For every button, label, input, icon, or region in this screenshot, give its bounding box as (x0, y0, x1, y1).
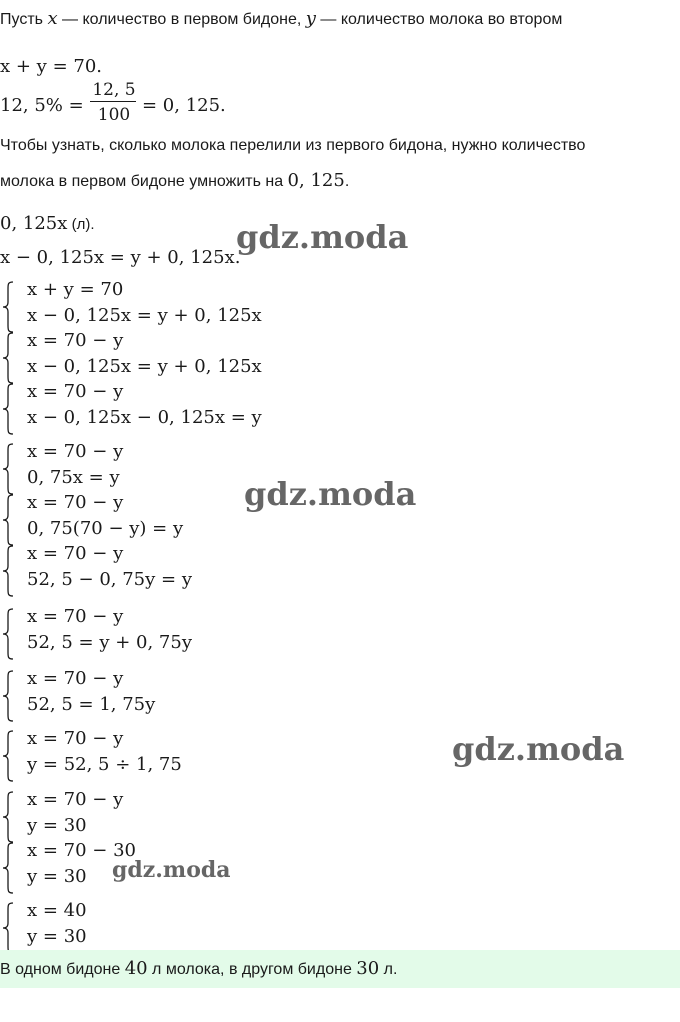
fraction-numerator: 12, 5 (92, 80, 136, 100)
poured-amount (0, 213, 94, 236)
system-equation: y = 30 (27, 926, 87, 947)
explain-value: 0, 125 (287, 170, 345, 191)
poured-unit: (л). (67, 216, 95, 233)
var-x: x (47, 8, 58, 29)
system-equation: x = 70 − y (27, 789, 124, 810)
answer-value-2: 30 (356, 958, 380, 979)
system-equation: y = 30 (27, 815, 87, 836)
var-y: y (305, 8, 316, 29)
system-brace (2, 791, 14, 843)
percent-right: = 0, 125. (142, 95, 226, 116)
poured-expr: 0, 125x (0, 213, 68, 234)
intro-part: — количество в первом бидоне, (57, 11, 306, 28)
system-equation: x = 70 − y (27, 543, 124, 564)
system-equation: x = 70 − y (27, 728, 124, 749)
system-equation: x − 0, 125x = y + 0, 125x (27, 305, 262, 326)
system-brace (2, 494, 14, 546)
system-brace (2, 545, 14, 597)
system-equation: x = 70 − y (27, 668, 124, 689)
watermark: gdz.moda (452, 730, 625, 768)
sum-equation: x + y = 70. (0, 56, 102, 77)
system-equation: y = 30 (27, 866, 87, 887)
watermark: gdz.moda (244, 475, 417, 513)
system-brace (2, 443, 14, 495)
system-equation: x = 70 − y (27, 606, 124, 627)
percent-left: 12, 5% = (0, 95, 84, 116)
fraction-denominator: 100 (97, 106, 131, 122)
system-equation: 52, 5 = 1, 75y (27, 694, 156, 715)
system-equation: x = 70 − y (27, 492, 124, 513)
system-equation: 52, 5 = y + 0, 75y (27, 632, 192, 653)
explain-part: . (344, 173, 350, 190)
system-equation: 52, 5 − 0, 75y = y (27, 569, 192, 590)
system-equation: 0, 75x = y (27, 467, 120, 488)
system-brace (2, 332, 14, 384)
answer-part: л молока, в другом бидоне (147, 961, 357, 978)
system-equation: 0, 75(70 − y) = y (27, 518, 184, 539)
answer-value-1: 40 (124, 958, 148, 979)
fraction-bar (90, 101, 136, 102)
system-equation: x + y = 70 (27, 279, 124, 300)
system-equation: x = 70 − y (27, 330, 124, 351)
explain-line-1: Чтобы узнать, сколько молока перелили из первого бидона, нужно количество (0, 137, 586, 154)
explain-part: молока в первом бидоне умножить на (0, 173, 288, 190)
system-brace (2, 281, 14, 333)
system-equation: y = 52, 5 ÷ 1, 75 (27, 754, 182, 775)
answer-box (0, 950, 680, 988)
system-brace (2, 842, 14, 894)
explain-line-2 (0, 171, 349, 192)
system-brace (2, 383, 14, 435)
system-equation: x = 70 − y (27, 441, 124, 462)
intro-text (0, 9, 562, 30)
answer-text (0, 959, 397, 980)
system-brace (2, 608, 14, 660)
watermark: gdz.moda (236, 218, 409, 256)
system-equation: x − 0, 125x = y + 0, 125x (27, 356, 262, 377)
intro-part: Пусть (0, 11, 48, 28)
intro-part: — количество молока во втором (315, 11, 563, 28)
system-equation: x = 40 (27, 900, 87, 921)
system-equation: x = 70 − 30 (27, 840, 137, 861)
system-equation: x − 0, 125x − 0, 125x = y (27, 407, 262, 428)
system-brace (2, 902, 14, 954)
answer-part: В одном бидоне (0, 961, 125, 978)
system-equation: x = 70 − y (27, 381, 124, 402)
balance-equation: x − 0, 125x = y + 0, 125x. (0, 247, 241, 268)
watermark: gdz.moda (112, 857, 231, 883)
answer-part: л. (379, 961, 398, 978)
system-brace (2, 730, 14, 782)
system-brace (2, 670, 14, 722)
